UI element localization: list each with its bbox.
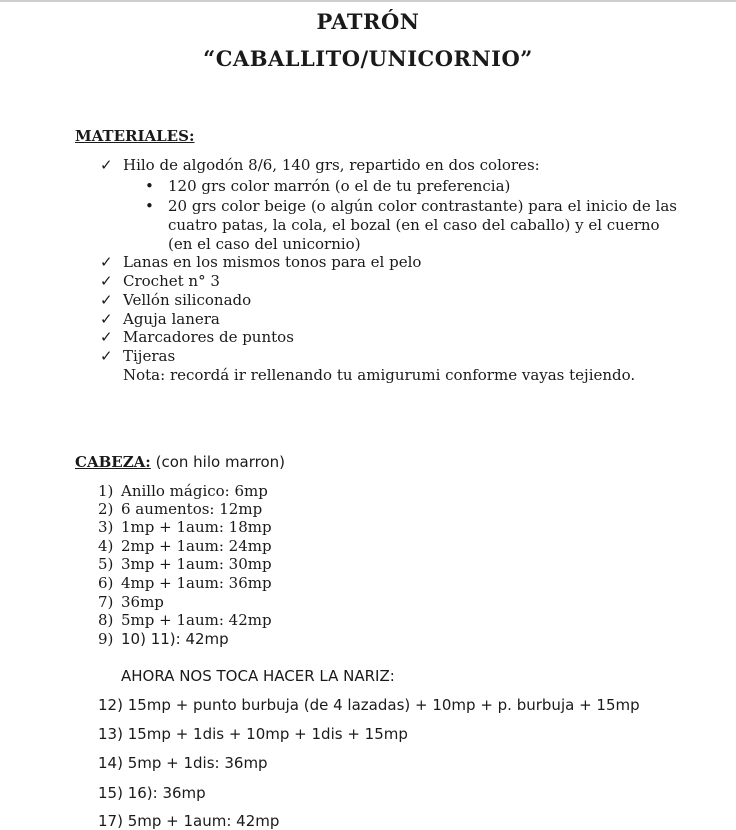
pattern-row <box>98 630 229 648</box>
material-item-text: Tijeras <box>123 347 176 365</box>
row-text: 6 aumentos: 12mp <box>121 500 263 518</box>
row-text: 36mp <box>121 593 164 611</box>
material-item <box>100 291 251 309</box>
nariz-heading: AHORA NOS TOCA HACER LA NARIZ: <box>121 667 395 685</box>
row-number: 1) <box>98 482 114 500</box>
material-item <box>100 310 220 328</box>
row-number: 3) <box>98 518 114 536</box>
row-text: 5mp + 1aum: 42mp <box>121 611 272 629</box>
pattern-row <box>98 482 268 500</box>
material-item-text: Aguja lanera <box>123 310 220 328</box>
check-icon: ✓ <box>100 272 113 290</box>
pattern-row <box>98 537 272 555</box>
material-item <box>100 272 220 290</box>
material-item-text: Hilo de algodón 8/6, 140 grs, repartido en dos colores: <box>123 156 540 174</box>
row-text: 3mp + 1aum: 30mp <box>121 555 272 573</box>
pattern-row: 14) 5mp + 1dis: 36mp <box>98 754 268 772</box>
material-subitem <box>145 197 677 215</box>
pattern-row <box>98 500 262 518</box>
check-icon: ✓ <box>100 310 113 328</box>
pattern-row <box>98 574 272 592</box>
row-number: 8) <box>98 611 114 629</box>
material-item-text: Crochet n° 3 <box>123 272 220 290</box>
check-icon: ✓ <box>100 328 113 346</box>
pattern-row: 17) 5mp + 1aum: 42mp <box>98 812 280 830</box>
pattern-title: PATRÓN <box>316 9 420 34</box>
pattern-row <box>98 593 164 611</box>
check-icon: ✓ <box>100 253 113 271</box>
row-text: 1mp + 1aum: 18mp <box>121 518 272 536</box>
row-number: 6) <box>98 574 114 592</box>
materiales-heading <box>75 127 195 145</box>
row-number: 9) <box>98 630 114 648</box>
material-item-text: Lanas en los mismos tonos para el pelo <box>123 253 422 271</box>
pattern-row: 13) 15mp + 1dis + 10mp + 1dis + 15mp <box>98 725 408 743</box>
row-text: 4mp + 1aum: 36mp <box>121 574 272 592</box>
pattern-row <box>98 518 272 536</box>
pattern-row <box>98 555 272 573</box>
material-subitem-continuation: (en el caso del unicornio) <box>168 235 361 253</box>
pattern-subtitle: “CABALLITO/UNICORNIO” <box>203 46 533 71</box>
material-item-text: Marcadores de puntos <box>123 328 294 346</box>
cabeza-heading-note: (con hilo marron) <box>155 453 286 471</box>
material-item <box>100 253 421 271</box>
top-edge-line <box>0 0 736 2</box>
row-number: 4) <box>98 537 114 555</box>
material-item <box>100 328 294 346</box>
material-item <box>100 347 175 365</box>
material-subitem <box>145 177 510 195</box>
material-subitem-continuation: cuatro patas, la cola, el bozal (en el caso del caballo) y el cuerno <box>168 216 660 234</box>
row-number: 2) <box>98 500 114 518</box>
materiales-note: Nota: recordá ir rellenando tu amigurumi conforme vayas tejiendo. <box>123 366 636 384</box>
material-item <box>100 156 540 174</box>
bullet-icon: • <box>145 197 154 215</box>
materiales-heading-label: MATERIALES: <box>75 127 195 145</box>
bullet-icon: • <box>145 177 154 195</box>
check-icon: ✓ <box>100 156 113 174</box>
cabeza-heading <box>75 453 285 471</box>
material-subitem-text: 120 grs color marrón (o el de tu preferencia) <box>168 177 511 195</box>
cabeza-heading-label: CABEZA: <box>75 453 151 471</box>
check-icon: ✓ <box>100 291 113 309</box>
row-text: Anillo mágico: 6mp <box>121 482 268 500</box>
row-number: 5) <box>98 555 114 573</box>
pattern-row: 15) 16): 36mp <box>98 784 206 802</box>
row-text: 10) 11): 42mp <box>121 630 229 648</box>
check-icon: ✓ <box>100 347 113 365</box>
row-text: 2mp + 1aum: 24mp <box>121 537 272 555</box>
pattern-row <box>98 611 272 629</box>
material-item-text: Vellón siliconado <box>123 291 252 309</box>
material-subitem-text: 20 grs color beige (o algún color contrastante) para el inicio de las <box>168 197 677 215</box>
row-number: 7) <box>98 593 114 611</box>
pattern-row: 12) 15mp + punto burbuja (de 4 lazadas) + 10mp + p. burbuja + 15mp <box>98 696 640 714</box>
